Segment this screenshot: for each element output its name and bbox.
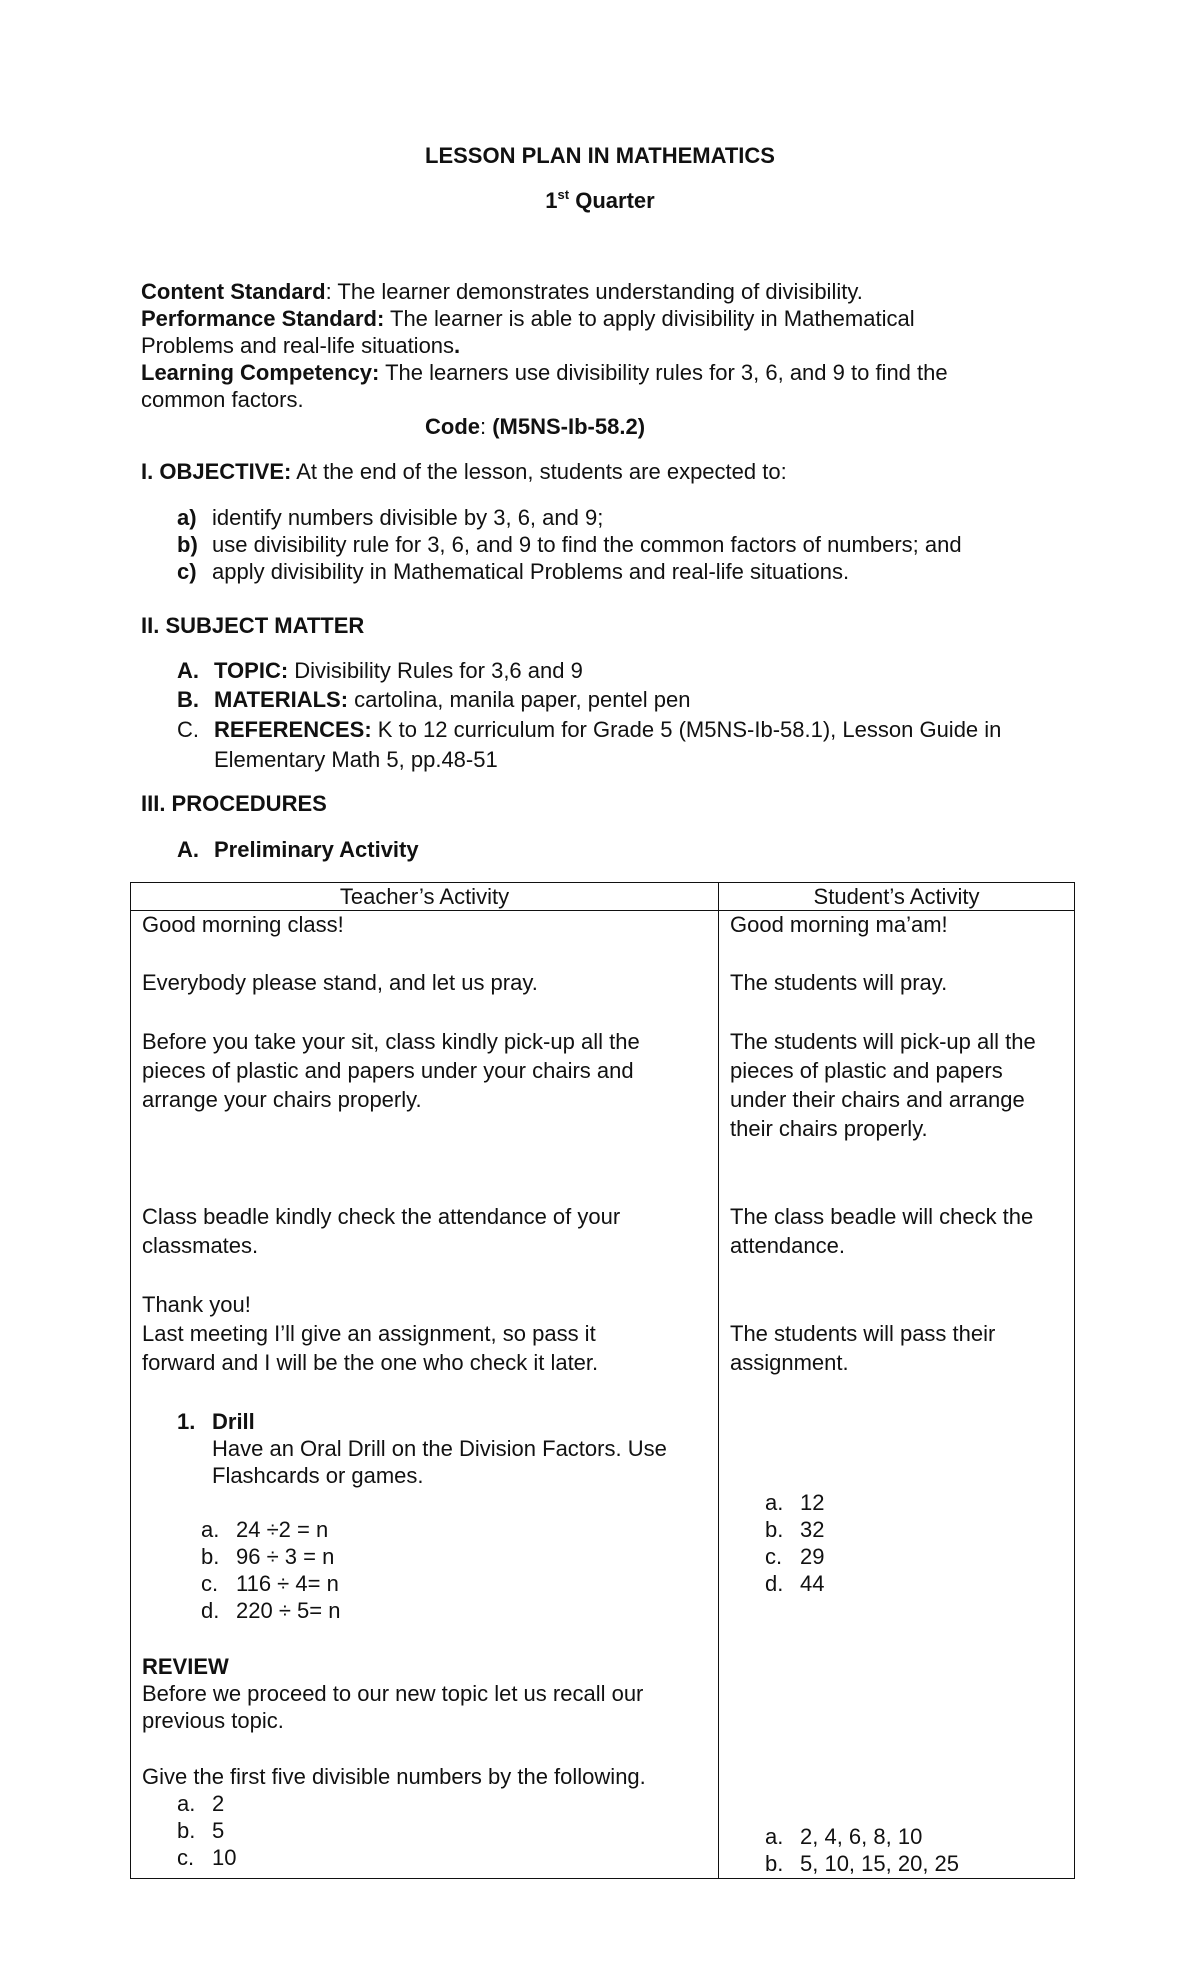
review-line: Before we proceed to our new topic let us recall our <box>142 1681 644 1706</box>
drill-heading: 1. Drill <box>177 1409 255 1434</box>
references-line-cont: Elementary Math 5, pp.48-51 <box>214 747 498 772</box>
teacher-line: Class beadle kindly check the attendance of your <box>142 1204 621 1229</box>
objective-item: b) use divisibility rule for 3, 6, and 9 to find the common factors of numbers; and <box>177 532 962 557</box>
review-answer: a. 2, 4, 6, 8, 10 <box>765 1824 923 1849</box>
objective-item: c) apply divisibility in Mathematical Problems and real-life situations. <box>177 559 850 584</box>
drill-item: a. 24 ÷2 = n <box>201 1517 329 1542</box>
teacher-activity-header: Teacher’s Activity <box>131 883 719 911</box>
review-answer: b. 5, 10, 15, 20, 25 <box>765 1851 960 1876</box>
quarter-heading: 1st Quarter <box>545 187 655 213</box>
drill-instruction: Flashcards or games. <box>212 1463 424 1488</box>
drill-answer: b. 32 <box>765 1517 825 1542</box>
content-standard: Content Standard: The learner demonstrates understanding of divisibility. <box>141 279 863 304</box>
drill-answer: d. 44 <box>765 1571 825 1596</box>
code-line: Code: (M5NS-Ib-58.2) <box>425 414 646 439</box>
learning-competency: Learning Competency: The learners use divisibility rules for 3, 6, and 9 to find the <box>141 360 948 385</box>
review-item: a. 2 <box>177 1791 225 1816</box>
teacher-line: pieces of plastic and papers under your chairs and <box>142 1058 634 1083</box>
drill-instruction: Have an Oral Drill on the Division Factors. Use <box>212 1436 667 1461</box>
drill-item: b. 96 ÷ 3 = n <box>201 1544 335 1569</box>
procedures-heading: III. PROCEDURES <box>141 791 327 816</box>
student-activity-cell <box>719 911 1075 1879</box>
student-line: The students will pass their <box>730 1321 996 1346</box>
drill-item: d. 220 ÷ 5= n <box>201 1598 341 1623</box>
review-item: c. 10 <box>177 1845 237 1870</box>
topic-line: A. TOPIC: Divisibility Rules for 3,6 and 9 <box>177 658 583 683</box>
activity-table <box>130 882 1075 1879</box>
review-line: previous topic. <box>142 1708 284 1733</box>
review-line: Give the first five divisible numbers by the following. <box>142 1764 646 1789</box>
teacher-activity-cell <box>131 911 719 1879</box>
student-activity-header: Student’s Activity <box>719 883 1075 911</box>
teacher-line: classmates. <box>142 1233 259 1258</box>
drill-answer: a. 12 <box>765 1490 825 1515</box>
student-line: pieces of plastic and papers <box>730 1058 1003 1083</box>
materials-line: B. MATERIALS: cartolina, manila paper, pentel pen <box>177 687 691 712</box>
document-title: LESSON PLAN IN MATHEMATICS <box>425 143 775 168</box>
student-line: their chairs properly. <box>730 1116 928 1141</box>
teacher-line: arrange your chairs properly. <box>142 1087 422 1112</box>
objective-heading: I. OBJECTIVE: At the end of the lesson, students are expected to: <box>141 459 787 484</box>
student-line: assignment. <box>730 1350 849 1375</box>
student-line: The class beadle will check the <box>730 1204 1034 1229</box>
teacher-line: Good morning class! <box>142 912 344 937</box>
references-line: C. REFERENCES: K to 12 curriculum for Grade 5 (M5NS-Ib-58.1), Lesson Guide in <box>177 717 1002 742</box>
student-line: attendance. <box>730 1233 845 1258</box>
objective-item: a) identify numbers divisible by 3, 6, and 9; <box>177 505 604 530</box>
student-line: The students will pick-up all the <box>730 1029 1036 1054</box>
subject-matter-heading: II. SUBJECT MATTER <box>141 613 365 638</box>
student-line: Good morning ma’am! <box>730 912 948 937</box>
performance-standard-cont: Problems and real-life situations. <box>141 333 461 358</box>
drill-item: c. 116 ÷ 4= n <box>201 1571 339 1596</box>
review-heading: REVIEW <box>142 1654 229 1679</box>
teacher-line: Everybody please stand, and let us pray. <box>142 970 538 995</box>
teacher-line: forward and I will be the one who check it later. <box>142 1350 599 1375</box>
student-line: The students will pray. <box>730 970 948 995</box>
learning-competency-cont: common factors. <box>141 387 304 412</box>
drill-answer: c. 29 <box>765 1544 825 1569</box>
preliminary-activity-heading: A. Preliminary Activity <box>177 837 419 862</box>
student-line: under their chairs and arrange <box>730 1087 1025 1112</box>
teacher-line: Thank you! <box>142 1292 251 1317</box>
teacher-line: Last meeting I’ll give an assignment, so pass it <box>142 1321 596 1346</box>
teacher-line: Before you take your sit, class kindly pick-up all the <box>142 1029 640 1054</box>
performance-standard: Performance Standard: The learner is able to apply divisibility in Mathematical <box>141 306 915 331</box>
review-item: b. 5 <box>177 1818 225 1843</box>
